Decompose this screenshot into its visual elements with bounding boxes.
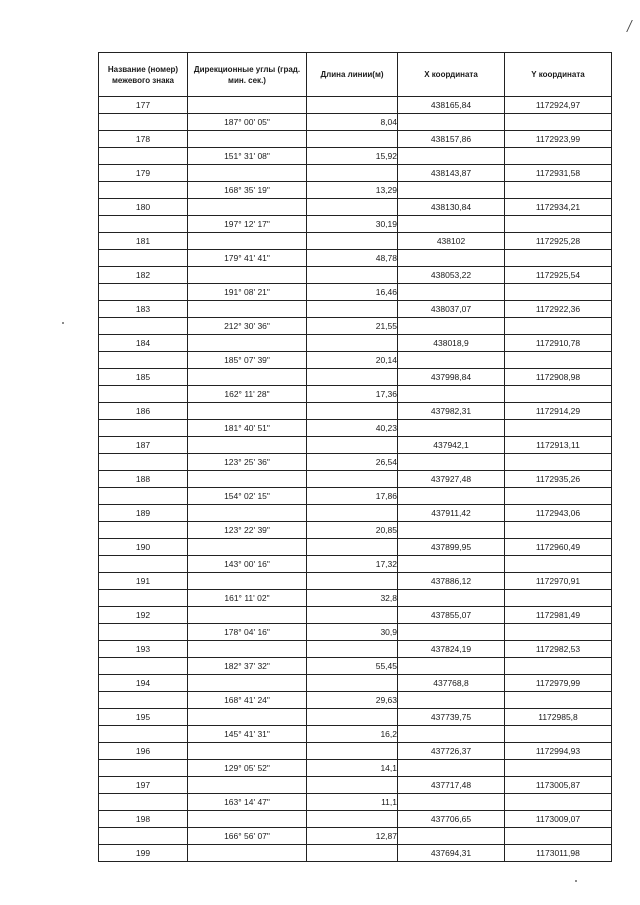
segment-row xyxy=(99,386,612,403)
point-name-cell: 199 xyxy=(99,845,188,862)
y-coordinate-cell: 1172924,97 xyxy=(505,97,612,114)
x-coordinate-cell: 437886,12 xyxy=(398,573,505,590)
segment-row xyxy=(99,250,612,267)
point-name-cell: 196 xyxy=(99,743,188,760)
direction-angle-cell: 143° 00' 16" xyxy=(188,556,307,573)
point-row xyxy=(99,471,612,488)
line-length-cell: 13,29 xyxy=(307,182,398,199)
empty-cell xyxy=(307,369,398,386)
line-length-cell: 20,85 xyxy=(307,522,398,539)
segment-row xyxy=(99,624,612,641)
x-coordinate-cell: 437855,07 xyxy=(398,607,505,624)
x-coordinate-cell: 437927,48 xyxy=(398,471,505,488)
y-coordinate-cell: 1172985,8 xyxy=(505,709,612,726)
point-name-cell: 191 xyxy=(99,573,188,590)
line-length-cell: 17,86 xyxy=(307,488,398,505)
direction-angle-cell: 161° 11' 02" xyxy=(188,590,307,607)
point-row xyxy=(99,641,612,658)
empty-cell xyxy=(99,488,188,505)
empty-cell xyxy=(398,352,505,369)
y-coordinate-cell: 1172935,26 xyxy=(505,471,612,488)
y-coordinate-cell: 1172970,91 xyxy=(505,573,612,590)
segment-row xyxy=(99,284,612,301)
empty-cell xyxy=(188,199,307,216)
empty-cell xyxy=(505,556,612,573)
empty-cell xyxy=(398,420,505,437)
empty-cell xyxy=(398,182,505,199)
table-body xyxy=(99,97,612,862)
empty-cell xyxy=(505,726,612,743)
segment-row xyxy=(99,182,612,199)
header-angles: Дирекционные углы (град. мин. сек.) xyxy=(188,53,307,97)
point-row xyxy=(99,97,612,114)
empty-cell xyxy=(505,216,612,233)
point-name-cell: 186 xyxy=(99,403,188,420)
point-name-cell: 187 xyxy=(99,437,188,454)
point-name-cell: 194 xyxy=(99,675,188,692)
empty-cell xyxy=(188,845,307,862)
direction-angle-cell: 129° 05' 52" xyxy=(188,760,307,777)
line-length-cell: 17,36 xyxy=(307,386,398,403)
empty-cell xyxy=(307,403,398,420)
empty-cell xyxy=(307,97,398,114)
empty-cell xyxy=(188,539,307,556)
empty-cell xyxy=(188,403,307,420)
empty-cell xyxy=(398,522,505,539)
empty-cell xyxy=(307,811,398,828)
empty-cell xyxy=(99,794,188,811)
empty-cell xyxy=(505,318,612,335)
y-coordinate-cell: 1172923,99 xyxy=(505,131,612,148)
y-coordinate-cell: 1172913,11 xyxy=(505,437,612,454)
empty-cell xyxy=(398,658,505,675)
empty-cell xyxy=(188,573,307,590)
empty-cell xyxy=(307,165,398,182)
empty-cell xyxy=(398,556,505,573)
empty-cell xyxy=(398,828,505,845)
segment-row xyxy=(99,488,612,505)
line-length-cell: 30,19 xyxy=(307,216,398,233)
y-coordinate-cell: 1172943,06 xyxy=(505,505,612,522)
direction-angle-cell: 166° 56' 07" xyxy=(188,828,307,845)
empty-cell xyxy=(188,641,307,658)
empty-cell xyxy=(307,505,398,522)
empty-cell xyxy=(505,522,612,539)
scan-speck xyxy=(575,880,577,882)
empty-cell xyxy=(188,267,307,284)
empty-cell xyxy=(398,454,505,471)
empty-cell xyxy=(505,488,612,505)
empty-cell xyxy=(505,114,612,131)
empty-cell xyxy=(307,301,398,318)
segment-row xyxy=(99,658,612,675)
empty-cell xyxy=(505,760,612,777)
x-coordinate-cell: 438102 xyxy=(398,233,505,250)
empty-cell xyxy=(398,318,505,335)
segment-row xyxy=(99,590,612,607)
empty-cell xyxy=(188,505,307,522)
point-row xyxy=(99,199,612,216)
line-length-cell: 11,1 xyxy=(307,794,398,811)
point-name-cell: 185 xyxy=(99,369,188,386)
y-coordinate-cell: 1173011,98 xyxy=(505,845,612,862)
empty-cell xyxy=(398,250,505,267)
empty-cell xyxy=(99,284,188,301)
direction-angle-cell: 123° 22' 39" xyxy=(188,522,307,539)
empty-cell xyxy=(99,624,188,641)
empty-cell xyxy=(188,165,307,182)
line-length-cell: 15,92 xyxy=(307,148,398,165)
segment-row xyxy=(99,420,612,437)
y-coordinate-cell: 1172914,29 xyxy=(505,403,612,420)
empty-cell xyxy=(307,233,398,250)
header-name: Название (номер) межевого знака xyxy=(99,53,188,97)
empty-cell xyxy=(188,437,307,454)
point-row xyxy=(99,607,612,624)
header-y: Y координата xyxy=(505,53,612,97)
direction-angle-cell: 178° 04' 16" xyxy=(188,624,307,641)
x-coordinate-cell: 438037,07 xyxy=(398,301,505,318)
point-name-cell: 183 xyxy=(99,301,188,318)
empty-cell xyxy=(99,556,188,573)
empty-cell xyxy=(188,335,307,352)
y-coordinate-cell: 1172979,99 xyxy=(505,675,612,692)
corner-pen-mark xyxy=(626,20,640,32)
y-coordinate-cell: 1172925,28 xyxy=(505,233,612,250)
line-length-cell: 8,04 xyxy=(307,114,398,131)
empty-cell xyxy=(99,216,188,233)
line-length-cell: 29,63 xyxy=(307,692,398,709)
empty-cell xyxy=(505,692,612,709)
x-coordinate-cell: 437739,75 xyxy=(398,709,505,726)
y-coordinate-cell: 1173009,07 xyxy=(505,811,612,828)
empty-cell xyxy=(99,828,188,845)
segment-row xyxy=(99,148,612,165)
segment-row xyxy=(99,556,612,573)
line-length-cell: 20,14 xyxy=(307,352,398,369)
segment-row xyxy=(99,726,612,743)
empty-cell xyxy=(99,386,188,403)
x-coordinate-cell: 437768,8 xyxy=(398,675,505,692)
point-name-cell: 181 xyxy=(99,233,188,250)
empty-cell xyxy=(188,97,307,114)
point-name-cell: 190 xyxy=(99,539,188,556)
empty-cell xyxy=(505,284,612,301)
empty-cell xyxy=(505,454,612,471)
x-coordinate-cell: 437694,31 xyxy=(398,845,505,862)
line-length-cell: 16,2 xyxy=(307,726,398,743)
table-header-row xyxy=(99,53,612,97)
empty-cell xyxy=(99,760,188,777)
point-name-cell: 180 xyxy=(99,199,188,216)
empty-cell xyxy=(188,131,307,148)
segment-row xyxy=(99,114,612,131)
point-row xyxy=(99,709,612,726)
point-name-cell: 178 xyxy=(99,131,188,148)
empty-cell xyxy=(307,845,398,862)
y-coordinate-cell: 1172960,49 xyxy=(505,539,612,556)
empty-cell xyxy=(505,352,612,369)
empty-cell xyxy=(398,114,505,131)
x-coordinate-cell: 437706,65 xyxy=(398,811,505,828)
y-coordinate-cell: 1172981,49 xyxy=(505,607,612,624)
x-coordinate-cell: 437911,42 xyxy=(398,505,505,522)
direction-angle-cell: 197° 12' 17" xyxy=(188,216,307,233)
direction-angle-cell: 168° 41' 24" xyxy=(188,692,307,709)
empty-cell xyxy=(188,811,307,828)
point-row xyxy=(99,505,612,522)
segment-row xyxy=(99,692,612,709)
x-coordinate-cell: 437899,95 xyxy=(398,539,505,556)
segment-row xyxy=(99,760,612,777)
point-row xyxy=(99,539,612,556)
direction-angle-cell: 145° 41' 31" xyxy=(188,726,307,743)
point-row xyxy=(99,845,612,862)
line-length-cell: 32,8 xyxy=(307,590,398,607)
empty-cell xyxy=(398,726,505,743)
scan-speck xyxy=(62,322,64,324)
line-length-cell: 30,9 xyxy=(307,624,398,641)
point-name-cell: 197 xyxy=(99,777,188,794)
empty-cell xyxy=(398,590,505,607)
y-coordinate-cell: 1172934,21 xyxy=(505,199,612,216)
empty-cell xyxy=(398,284,505,301)
empty-cell xyxy=(398,488,505,505)
empty-cell xyxy=(398,386,505,403)
y-coordinate-cell: 1172922,36 xyxy=(505,301,612,318)
segment-row xyxy=(99,352,612,369)
empty-cell xyxy=(307,267,398,284)
direction-angle-cell: 187° 00' 05" xyxy=(188,114,307,131)
empty-cell xyxy=(307,437,398,454)
point-row xyxy=(99,437,612,454)
segment-row xyxy=(99,522,612,539)
point-name-cell: 182 xyxy=(99,267,188,284)
empty-cell xyxy=(398,760,505,777)
point-row xyxy=(99,777,612,794)
point-row xyxy=(99,301,612,318)
empty-cell xyxy=(505,624,612,641)
direction-angle-cell: 163° 14' 47" xyxy=(188,794,307,811)
segment-row xyxy=(99,454,612,471)
empty-cell xyxy=(307,777,398,794)
point-row xyxy=(99,165,612,182)
empty-cell xyxy=(99,318,188,335)
empty-cell xyxy=(307,131,398,148)
x-coordinate-cell: 437717,48 xyxy=(398,777,505,794)
line-length-cell: 48,78 xyxy=(307,250,398,267)
line-length-cell: 17,32 xyxy=(307,556,398,573)
line-length-cell: 21,55 xyxy=(307,318,398,335)
empty-cell xyxy=(398,216,505,233)
empty-cell xyxy=(99,590,188,607)
point-row xyxy=(99,335,612,352)
empty-cell xyxy=(398,624,505,641)
line-length-cell: 40,23 xyxy=(307,420,398,437)
empty-cell xyxy=(188,471,307,488)
line-length-cell: 26,54 xyxy=(307,454,398,471)
segment-row xyxy=(99,216,612,233)
point-name-cell: 179 xyxy=(99,165,188,182)
empty-cell xyxy=(99,182,188,199)
empty-cell xyxy=(398,148,505,165)
empty-cell xyxy=(505,420,612,437)
point-row xyxy=(99,267,612,284)
point-name-cell: 184 xyxy=(99,335,188,352)
empty-cell xyxy=(99,522,188,539)
direction-angle-cell: 212° 30' 36" xyxy=(188,318,307,335)
point-name-cell: 193 xyxy=(99,641,188,658)
point-name-cell: 177 xyxy=(99,97,188,114)
empty-cell xyxy=(99,454,188,471)
empty-cell xyxy=(188,709,307,726)
direction-angle-cell: 185° 07' 39" xyxy=(188,352,307,369)
empty-cell xyxy=(188,607,307,624)
point-row xyxy=(99,403,612,420)
empty-cell xyxy=(307,335,398,352)
line-length-cell: 12,87 xyxy=(307,828,398,845)
point-name-cell: 189 xyxy=(99,505,188,522)
x-coordinate-cell: 437982,31 xyxy=(398,403,505,420)
empty-cell xyxy=(188,675,307,692)
x-coordinate-cell: 438165,84 xyxy=(398,97,505,114)
segment-row xyxy=(99,828,612,845)
x-coordinate-cell: 437726,37 xyxy=(398,743,505,760)
empty-cell xyxy=(99,148,188,165)
empty-cell xyxy=(505,794,612,811)
coordinates-table xyxy=(98,52,612,862)
x-coordinate-cell: 438130,84 xyxy=(398,199,505,216)
x-coordinate-cell: 438018,9 xyxy=(398,335,505,352)
empty-cell xyxy=(188,777,307,794)
line-length-cell: 14,1 xyxy=(307,760,398,777)
x-coordinate-cell: 438053,22 xyxy=(398,267,505,284)
empty-cell xyxy=(505,182,612,199)
empty-cell xyxy=(99,692,188,709)
empty-cell xyxy=(307,675,398,692)
empty-cell xyxy=(307,607,398,624)
empty-cell xyxy=(99,658,188,675)
empty-cell xyxy=(505,658,612,675)
direction-angle-cell: 191° 08' 21" xyxy=(188,284,307,301)
y-coordinate-cell: 1173005,87 xyxy=(505,777,612,794)
direction-angle-cell: 168° 35' 19" xyxy=(188,182,307,199)
empty-cell xyxy=(188,301,307,318)
empty-cell xyxy=(307,743,398,760)
empty-cell xyxy=(307,199,398,216)
point-row xyxy=(99,811,612,828)
point-row xyxy=(99,233,612,250)
y-coordinate-cell: 1172994,93 xyxy=(505,743,612,760)
empty-cell xyxy=(505,386,612,403)
empty-cell xyxy=(99,420,188,437)
point-row xyxy=(99,675,612,692)
y-coordinate-cell: 1172925,54 xyxy=(505,267,612,284)
point-name-cell: 188 xyxy=(99,471,188,488)
point-name-cell: 192 xyxy=(99,607,188,624)
empty-cell xyxy=(505,590,612,607)
x-coordinate-cell: 438157,86 xyxy=(398,131,505,148)
empty-cell xyxy=(188,743,307,760)
empty-cell xyxy=(398,692,505,709)
x-coordinate-cell: 438143,87 xyxy=(398,165,505,182)
point-row xyxy=(99,743,612,760)
x-coordinate-cell: 437824,19 xyxy=(398,641,505,658)
x-coordinate-cell: 437942,1 xyxy=(398,437,505,454)
y-coordinate-cell: 1172908,98 xyxy=(505,369,612,386)
empty-cell xyxy=(307,709,398,726)
line-length-cell: 16,46 xyxy=(307,284,398,301)
header-length: Длина линии(м) xyxy=(307,53,398,97)
empty-cell xyxy=(99,250,188,267)
point-row xyxy=(99,131,612,148)
point-name-cell: 195 xyxy=(99,709,188,726)
direction-angle-cell: 162° 11' 28" xyxy=(188,386,307,403)
empty-cell xyxy=(307,641,398,658)
empty-cell xyxy=(398,794,505,811)
header-x: X координата xyxy=(398,53,505,97)
segment-row xyxy=(99,794,612,811)
empty-cell xyxy=(99,114,188,131)
y-coordinate-cell: 1172931,58 xyxy=(505,165,612,182)
y-coordinate-cell: 1172910,78 xyxy=(505,335,612,352)
point-row xyxy=(99,573,612,590)
empty-cell xyxy=(505,828,612,845)
empty-cell xyxy=(188,233,307,250)
direction-angle-cell: 123° 25' 36" xyxy=(188,454,307,471)
empty-cell xyxy=(505,250,612,267)
direction-angle-cell: 182° 37' 32" xyxy=(188,658,307,675)
y-coordinate-cell: 1172982,53 xyxy=(505,641,612,658)
point-name-cell: 198 xyxy=(99,811,188,828)
empty-cell xyxy=(99,726,188,743)
direction-angle-cell: 151° 31' 08" xyxy=(188,148,307,165)
direction-angle-cell: 179° 41' 41" xyxy=(188,250,307,267)
segment-row xyxy=(99,318,612,335)
point-row xyxy=(99,369,612,386)
direction-angle-cell: 154° 02' 15" xyxy=(188,488,307,505)
empty-cell xyxy=(307,539,398,556)
direction-angle-cell: 181° 40' 51" xyxy=(188,420,307,437)
empty-cell xyxy=(505,148,612,165)
empty-cell xyxy=(307,573,398,590)
empty-cell xyxy=(99,352,188,369)
line-length-cell: 55,45 xyxy=(307,658,398,675)
x-coordinate-cell: 437998,84 xyxy=(398,369,505,386)
empty-cell xyxy=(188,369,307,386)
empty-cell xyxy=(307,471,398,488)
